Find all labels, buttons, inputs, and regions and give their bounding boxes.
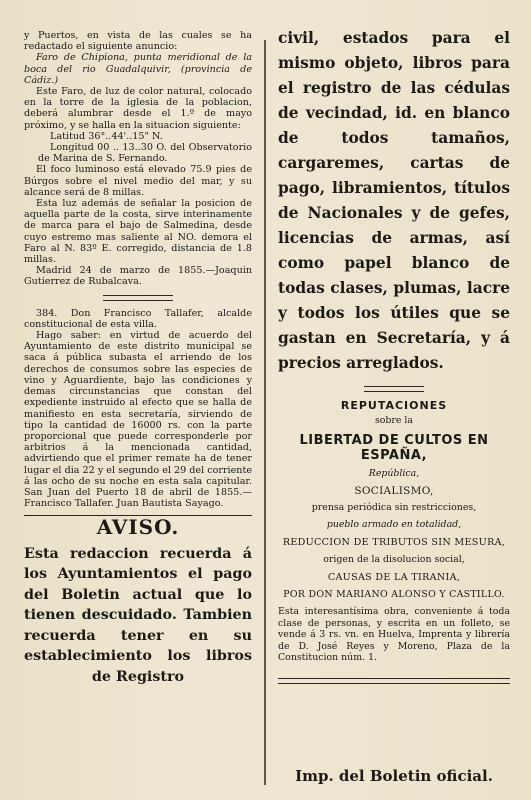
footer-divider	[278, 678, 510, 684]
faro-latitude: Latitud 36°..44'..15" N.	[50, 130, 163, 142]
right-column	[278, 26, 510, 791]
ad-socialismo: SOCIALISMO,	[354, 485, 434, 497]
ad-republica: República,	[368, 468, 420, 479]
faro-paragraph-1: y Puertos, en vista de las cuales se ha redactado el siguiente anuncio:	[24, 30, 252, 53]
faro-paragraph-5: Esta luz además de señalar la posicion de aquella parte de la costa, sirve interinamente de marca para el bajo de Salmedina, desde cuyo estremo mas saliente al NO. demora el Faro al N. 83º E. corregido, distancia de 1.8 millas.	[24, 198, 252, 266]
subasta-body: Hago saber: en virtud de acuerdo del Ayuntamiento de este distrito municipal se saca á pública subasta el arriendo de los derechos de consumos sobre las especies de vino y Aguardiente, bajo las condiciones y demas circunstancias que constan del expediente instruido al efecto que se halla de manifiesto en esta secretaría, sirviendo de tipo la cantidad de 16000 rs. con la parte proporcional que puede corresponderle por arbitrios á la mencionada cantidad, advirtiendo que el primer remate ha de tener lugar el dia 22 y el segundo el 29 del corriente á las ocho de su noche en esta sala capitular. San Juan del Puerto 18 de abril de 1855.—Francisco Tallafer. Juan Bautista Sayago.	[24, 330, 252, 510]
ad-reduccion: REDUCCION DE TRIBUTOS SIN MESURA,	[282, 537, 506, 548]
faro-paragraph-4: El foco luminoso está elevado 75.9 pies de Búrgos sobre el nivel medio del mar, y su alcance será de 8 millas.	[24, 164, 252, 198]
ad-description: Esta interesantísima obra, conveniente á toda clase de personas, y escrita en un folleto, se vende á 3 rs. vn. en Huelva, Imprenta y librería de D. José Reyes y Moreno, Plaza de la Constitucion núm. 1.	[278, 606, 510, 663]
faro-longitude: Longitud 00 .. 13..30 O. del Observatorio de Marina de S. Fernando.	[38, 142, 252, 165]
ad-libertad: LIBERTAD DE CULTOS EN ESPAÑA,	[299, 433, 489, 463]
section-divider	[103, 295, 173, 301]
ad-sobre: sobre la	[374, 415, 414, 426]
ad-autor: POR DON MARIANO ALONSO Y CASTILLO.	[283, 589, 505, 600]
ad-causas: CAUSAS DE LA TIRANIA,	[327, 572, 461, 583]
ad-origen: origen de la disolucion social,	[323, 554, 465, 565]
ad-prensa: prensa periódica sin restricciones,	[311, 502, 477, 513]
ad-divider	[364, 386, 424, 392]
left-column	[24, 30, 252, 790]
subasta-heading: 384. Don Francisco Tallafer, alcalde constitucional de esta villa.	[24, 307, 252, 330]
faro-heading: Faro de Chipiona, punta meridional de la boca del rio Guadalquivir, (provincia de Cádiz.)	[24, 52, 252, 86]
faro-paragraph-3: Este Faro, de luz de color natural, colocado en la torre de la iglesia de la poblacion, deberá alumbrar desde el 1.º de mayo próximo, y se halla en la situacion siguiente:	[24, 86, 252, 131]
notice-body: civil, estados para el mismo objeto, libros para el registro de las cédulas de vecindad, id. en blanco de todos tamaños, cargaremes, cartas de pago, libramientos, títulos de Nacionales y de gefes, licencias de armas, así como papel blanco de todas clases, plumas, lacre y todos los útiles que se gastan en Secretaría, y á precios arreglados.	[278, 29, 510, 372]
ad-pueblo: pueblo armado en totalidad,	[326, 519, 462, 530]
faro-signature: Madrid 24 de marzo de 1855.—Joaquin Gutierrez de Rubalcava.	[24, 265, 252, 288]
aviso-body: Esta redaccion recuerda á los Ayuntamientos el pago del Boletin actual que lo tienen descuidado. Tambien recuerda tener en su establecimiento los libros de Registro	[24, 545, 252, 685]
printer-footer: Imp. del Boletin oficial.	[295, 767, 493, 785]
aviso-title: AVISO.	[96, 515, 180, 540]
ad-title: REPUTACIONES	[340, 399, 448, 412]
column-divider	[264, 40, 266, 785]
